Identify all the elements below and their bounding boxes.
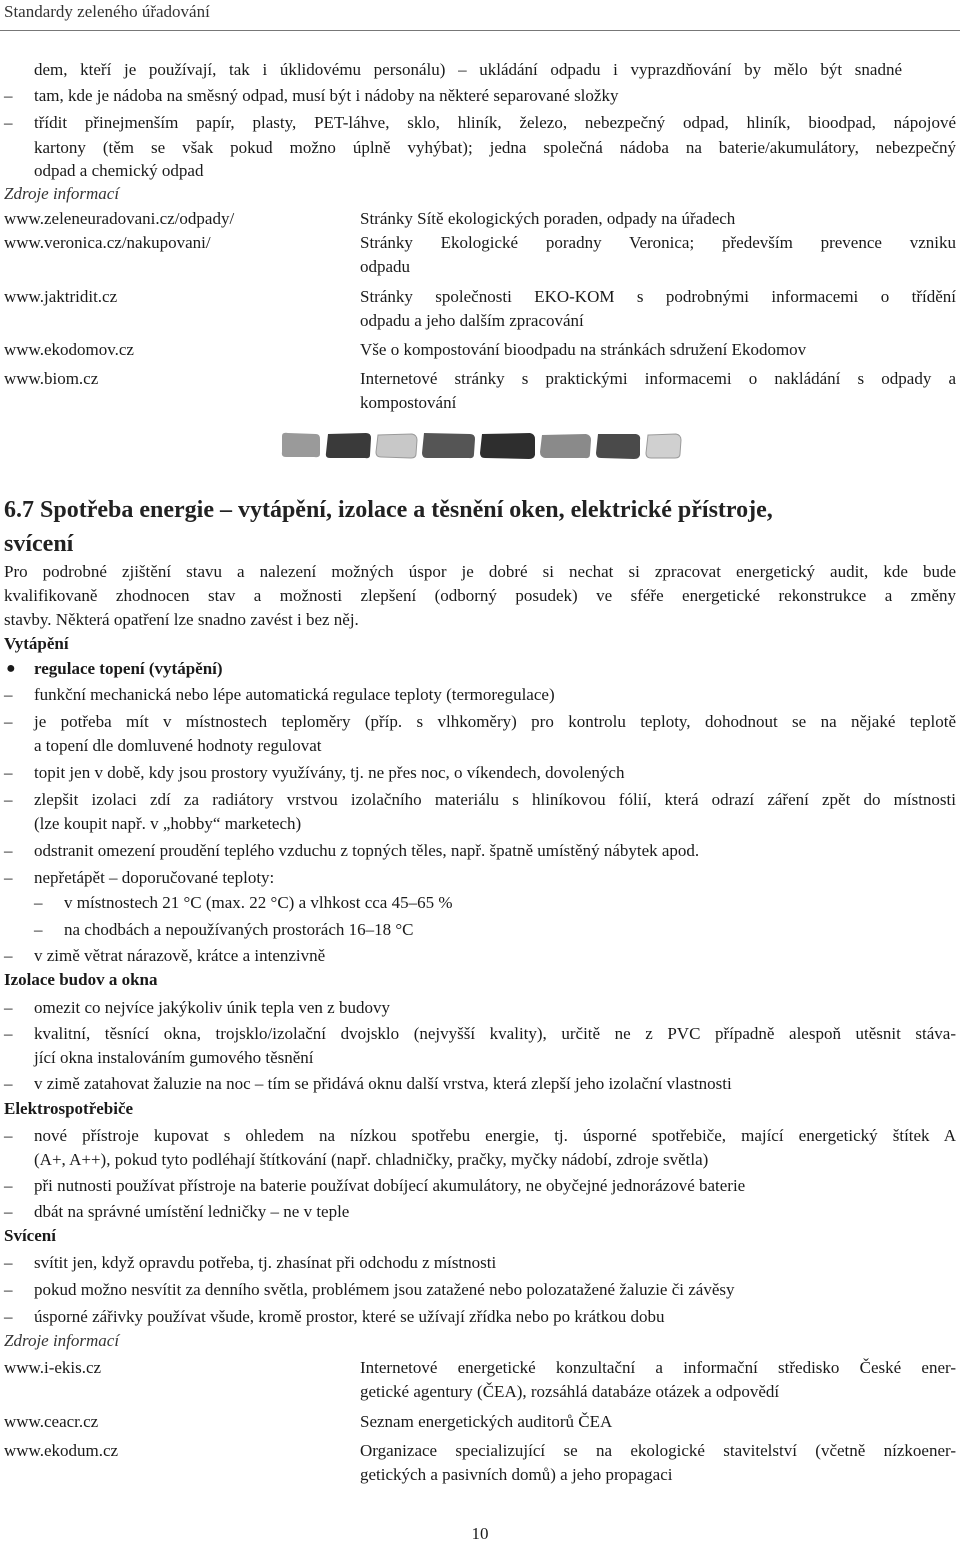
- list-item-cont: a topení dle domluvené hodnoty regulovat: [34, 736, 322, 755]
- list-item: tam, kde je nádoba na směsný odpad, musí být i nádoby na některé separované složky: [34, 86, 619, 105]
- source-description: Internetové energetické konzultační a informační středisko České ener- getické agentury (ČEA), rozsáhlá databáze otázek a odpovědí: [360, 1358, 956, 1401]
- list-item-cont: kartony (těm se však pokud možno úplně vyhýbat); jedna společná nádoba na baterie/akumulátory, nebezpečný: [34, 138, 956, 157]
- section-heading-insulation: Izolace budov a okna: [4, 970, 158, 989]
- list-item-cont: odpad a chemický odpad: [34, 161, 204, 180]
- source-description: Internetové stránky s praktickými informacemi o nakládání s odpady a kompostování: [360, 369, 956, 412]
- source-description: Stránky společnosti EKO-KOM s podrobnými informacemi o třídění odpadu a jeho dalším zpracování: [360, 287, 956, 330]
- list-item: svítit jen, když opravdu potřeba, tj. zhasínat při odchodu z místnosti: [34, 1253, 497, 1272]
- source-description: Seznam energetických auditorů ČEA: [360, 1412, 613, 1431]
- source-description: Organizace specializující se na ekologické stavitelství (včetně nízkoener- getických a pasivních domů) a jeho propagaci: [360, 1441, 956, 1484]
- source-url[interactable]: www.ceacr.cz: [4, 1412, 99, 1431]
- list-item-cont: (lze koupit např. v „hobby“ marketech): [34, 814, 302, 833]
- dash-icon: –: [34, 893, 43, 912]
- source-url[interactable]: www.ekodomov.cz: [4, 340, 134, 359]
- section-heading-lighting: Svícení: [4, 1226, 56, 1245]
- source-url[interactable]: www.i-ekis.cz: [4, 1358, 102, 1377]
- bullet-item: regulace topení (vytápění): [34, 659, 223, 678]
- dash-icon: –: [4, 1280, 13, 1299]
- list-item: dbát na správné umístění ledničky – ne v teple: [34, 1202, 350, 1221]
- source-description: Stránky Ekologické poradny Veronica; především prevence vzniku odpadu: [360, 233, 956, 276]
- paragraph-line: stavby. Některá opatření lze snadno zavést i bez něj.: [4, 610, 359, 629]
- list-item: je potřeba mít v místnostech teploměry (příp. s vlhkoměry) pro kontrolu teploty, dohodnout se na nějaké teplotě: [34, 712, 956, 731]
- dash-icon: –: [4, 841, 13, 860]
- chapter-title-cont: svícení: [4, 531, 74, 557]
- list-item: zlepšit izolaci zdí za radiátory vrstvou izolačního materiálu s hliníkovou fólií, která odrazí záření zpět do místnosti: [34, 790, 956, 809]
- dash-icon: –: [4, 113, 13, 132]
- dash-icon: –: [4, 712, 13, 731]
- list-item: pokud možno nesvítit za denního světla, problémem jsou zatažené nebo polozatažené žaluzie či závěsy: [34, 1280, 735, 1299]
- source-description: Stránky Sítě ekologických poraden, odpady na úřadech: [360, 209, 736, 228]
- source-url[interactable]: www.veronica.cz/nakupovani/: [4, 233, 211, 252]
- dash-icon: –: [4, 790, 13, 809]
- list-item: funkční mechanická nebo lépe automatická regulace teploty (termoregulace): [34, 685, 555, 704]
- source-url[interactable]: www.zeleneuradovani.cz/odpady/: [4, 209, 235, 228]
- dash-icon: –: [4, 86, 13, 105]
- dash-icon: –: [4, 1176, 13, 1195]
- list-item: úsporné zářivky používat všude, kromě prostor, které se užívají zřídka nebo po krátkou dobu: [34, 1307, 665, 1326]
- header-rule: [0, 30, 960, 31]
- dash-icon: –: [4, 1024, 13, 1043]
- list-item: v zimě větrat nárazově, krátce a intenzivně: [34, 946, 326, 965]
- paragraph-line: Pro podrobné zjištění stavu a nalezení možných úspor je dobré si nechat si zpracovat energetický audit, kde bude: [4, 562, 956, 581]
- paragraph-line: kvalifikovaně zhodnocen stav a možnosti zlepšení (odborný posudek) ve sféře energetické rekonstrukce a změny: [4, 586, 956, 605]
- dash-icon: –: [4, 946, 13, 965]
- dash-icon: –: [4, 763, 13, 782]
- list-item: kvalitní, těsnící okna, trojsklo/izolační dvojsklo (nejvyšší kvality), určitě ne z PVC případně alespoň utěsnit stáva-: [34, 1024, 956, 1043]
- list-item: topit jen v době, kdy jsou prostory využívány, tj. ne přes noc, o víkendech, dovolených: [34, 763, 625, 782]
- dash-icon: –: [34, 920, 43, 939]
- section-heading-heating: Vytápění: [4, 634, 69, 653]
- section-heading-appliances: Elektrospotřebiče: [4, 1099, 134, 1118]
- chapter-title: 6.7 Spotřeba energie – vytápění, izolace a těsnění oken, elektrické přístroje,: [4, 497, 773, 523]
- dash-icon: –: [4, 998, 13, 1017]
- source-url[interactable]: www.biom.cz: [4, 369, 99, 388]
- bullet-icon: ●: [6, 660, 16, 677]
- source-url[interactable]: www.ekodum.cz: [4, 1441, 119, 1460]
- running-header: Standardy zeleného úřadování: [4, 2, 210, 21]
- list-item: omezit co nejvíce jakýkoliv únik tepla ven z budovy: [34, 998, 390, 1017]
- dash-icon: –: [4, 685, 13, 704]
- list-item: třídit přinejmenším papír, plasty, PET-láhve, sklo, hliník, železo, nebezpečný odpad, hliník, bioodpad, nápojové: [34, 113, 956, 132]
- dash-icon: –: [4, 868, 13, 887]
- dash-icon: –: [4, 1307, 13, 1326]
- list-item: v zimě zatahovat žaluzie na noc – tím se přidává oknu další vrstva, která zlepší jeho izolační vlastnosti: [34, 1074, 732, 1093]
- sources-heading: Zdroje informací: [4, 1331, 120, 1350]
- decorative-separator-icon: [280, 428, 684, 462]
- list-item: nové přístroje kupovat s ohledem na nízkou spotřebu energie, tj. úsporné spotřebiče, mající energetický štítek A: [34, 1126, 956, 1145]
- sub-list-item: v místnostech 21 °C (max. 22 °C) a vlhkost cca 45–65 %: [64, 893, 453, 912]
- dash-icon: –: [4, 1126, 13, 1145]
- list-item: nepřetápět – doporučované teploty:: [34, 868, 275, 887]
- dash-icon: –: [4, 1253, 13, 1272]
- list-item: odstranit omezení proudění teplého vzduchu z topných těles, např. špatně umístěný nábytek apod.: [34, 841, 700, 860]
- sub-list-item: na chodbách a nepoužívaných prostorách 16–18 °C: [64, 920, 414, 939]
- sources-heading: Zdroje informací: [4, 184, 120, 203]
- dash-icon: –: [4, 1074, 13, 1093]
- intro-line: dem, kteří je používají, tak i úklidovému personálu) – ukládání odpadu i vyprazdňování by mělo být snadné: [34, 60, 902, 79]
- source-description: Vše o kompostování bioodpadu na stránkách sdružení Ekodomov: [360, 340, 807, 359]
- list-item-cont: (A+, A++), pokud tyto podléhají štítkování (např. chladničky, pračky, myčky nádobí, zdroje světla): [34, 1150, 709, 1169]
- list-item-cont: jící okna instalováním gumového těsnění: [34, 1048, 314, 1067]
- page-number: 10: [471, 1524, 489, 1543]
- source-url[interactable]: www.jaktridit.cz: [4, 287, 118, 306]
- list-item: při nutnosti používat přístroje na baterie používat dobíjecí akumulátory, ne obyčejné jednorázové baterie: [34, 1176, 746, 1195]
- dash-icon: –: [4, 1202, 13, 1221]
